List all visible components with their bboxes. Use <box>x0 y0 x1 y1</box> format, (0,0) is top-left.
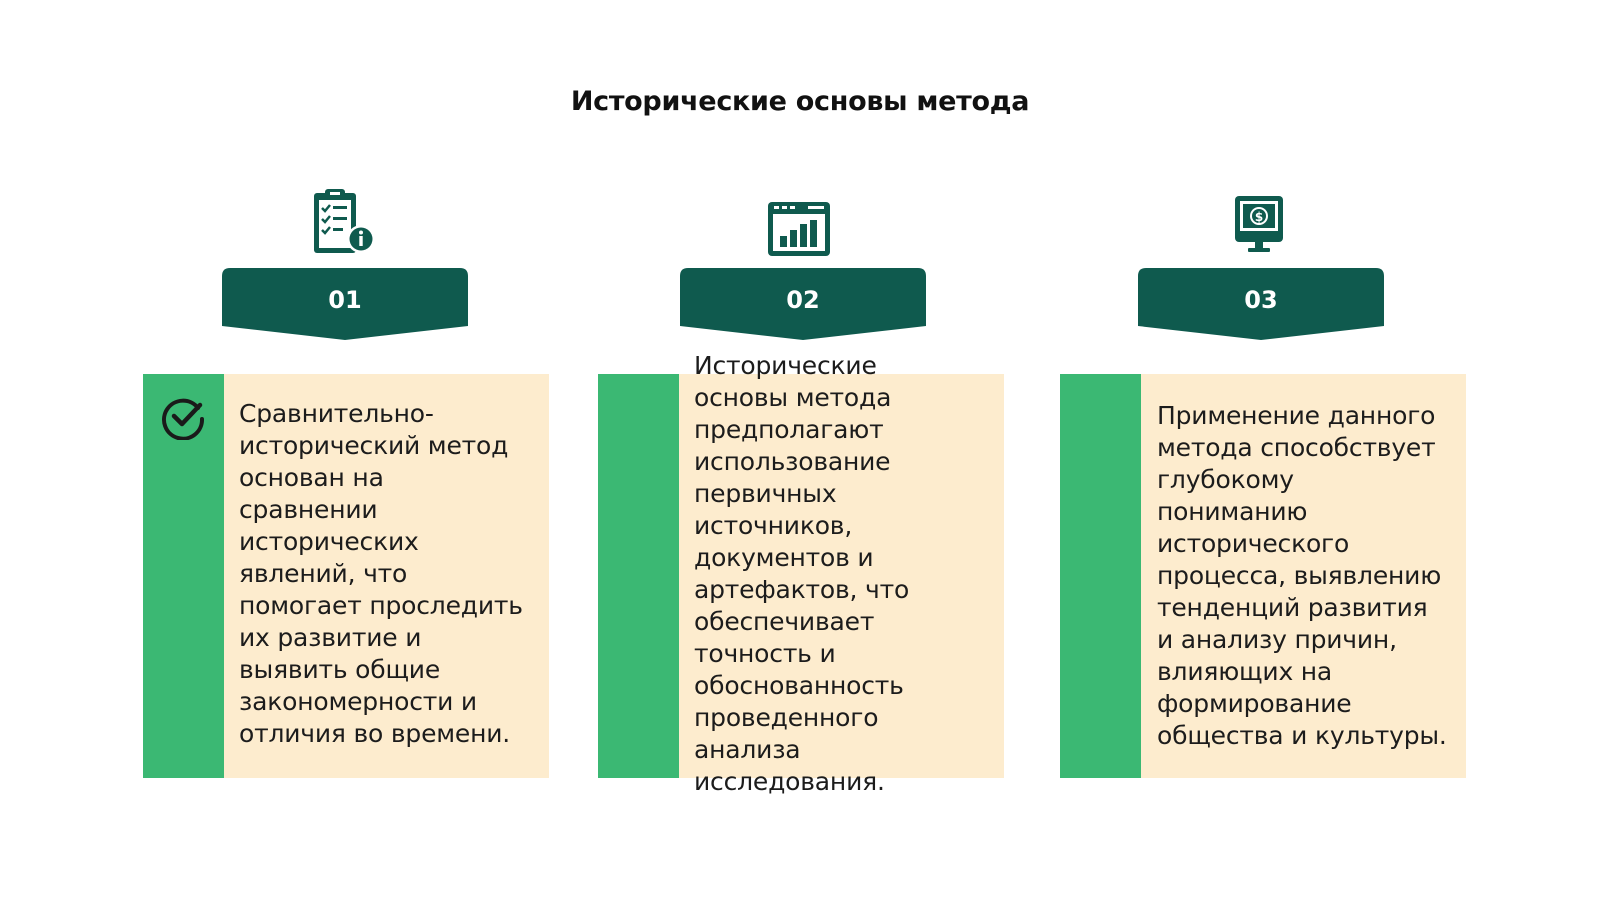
step-badge-02 <box>680 268 926 348</box>
check-circle-icon <box>161 394 207 440</box>
step-number: 01 <box>328 286 362 314</box>
card-text: Применение данного метода способствует глубокому пониманию исторического процесса, выявлению тенденций развития и анализу причин, влияющих на формирование общества и культуры. <box>1157 401 1447 750</box>
card-02 <box>598 351 1004 796</box>
svg-text:$: $ <box>1254 210 1264 224</box>
card-text: Сравнительно- исторический метод основан на сравнении исторических явлений, что помогает проследить их развитие и выявить общие закономерности и отличия во времени. <box>239 399 523 748</box>
card-text: Исторические основы метода предполагают использование первичных источников, документов и артефактов, что обеспечивает точность и обоснованность проведенного анализа исследования. <box>694 351 910 796</box>
monitor-dollar-icon <box>1224 190 1294 260</box>
card-accent-bar <box>1060 374 1141 778</box>
clipboard-checklist-info-icon <box>310 188 380 258</box>
card-01 <box>143 374 549 778</box>
browser-bar-chart-icon <box>764 194 834 264</box>
page-title: Исторические основы метода <box>570 86 1030 117</box>
step-number: 03 <box>1244 286 1278 314</box>
step-badge-03 <box>1138 268 1384 348</box>
step-badge-01 <box>222 268 468 348</box>
card-03 <box>1060 374 1466 778</box>
step-number: 02 <box>786 286 820 314</box>
card-accent-bar <box>598 374 679 778</box>
